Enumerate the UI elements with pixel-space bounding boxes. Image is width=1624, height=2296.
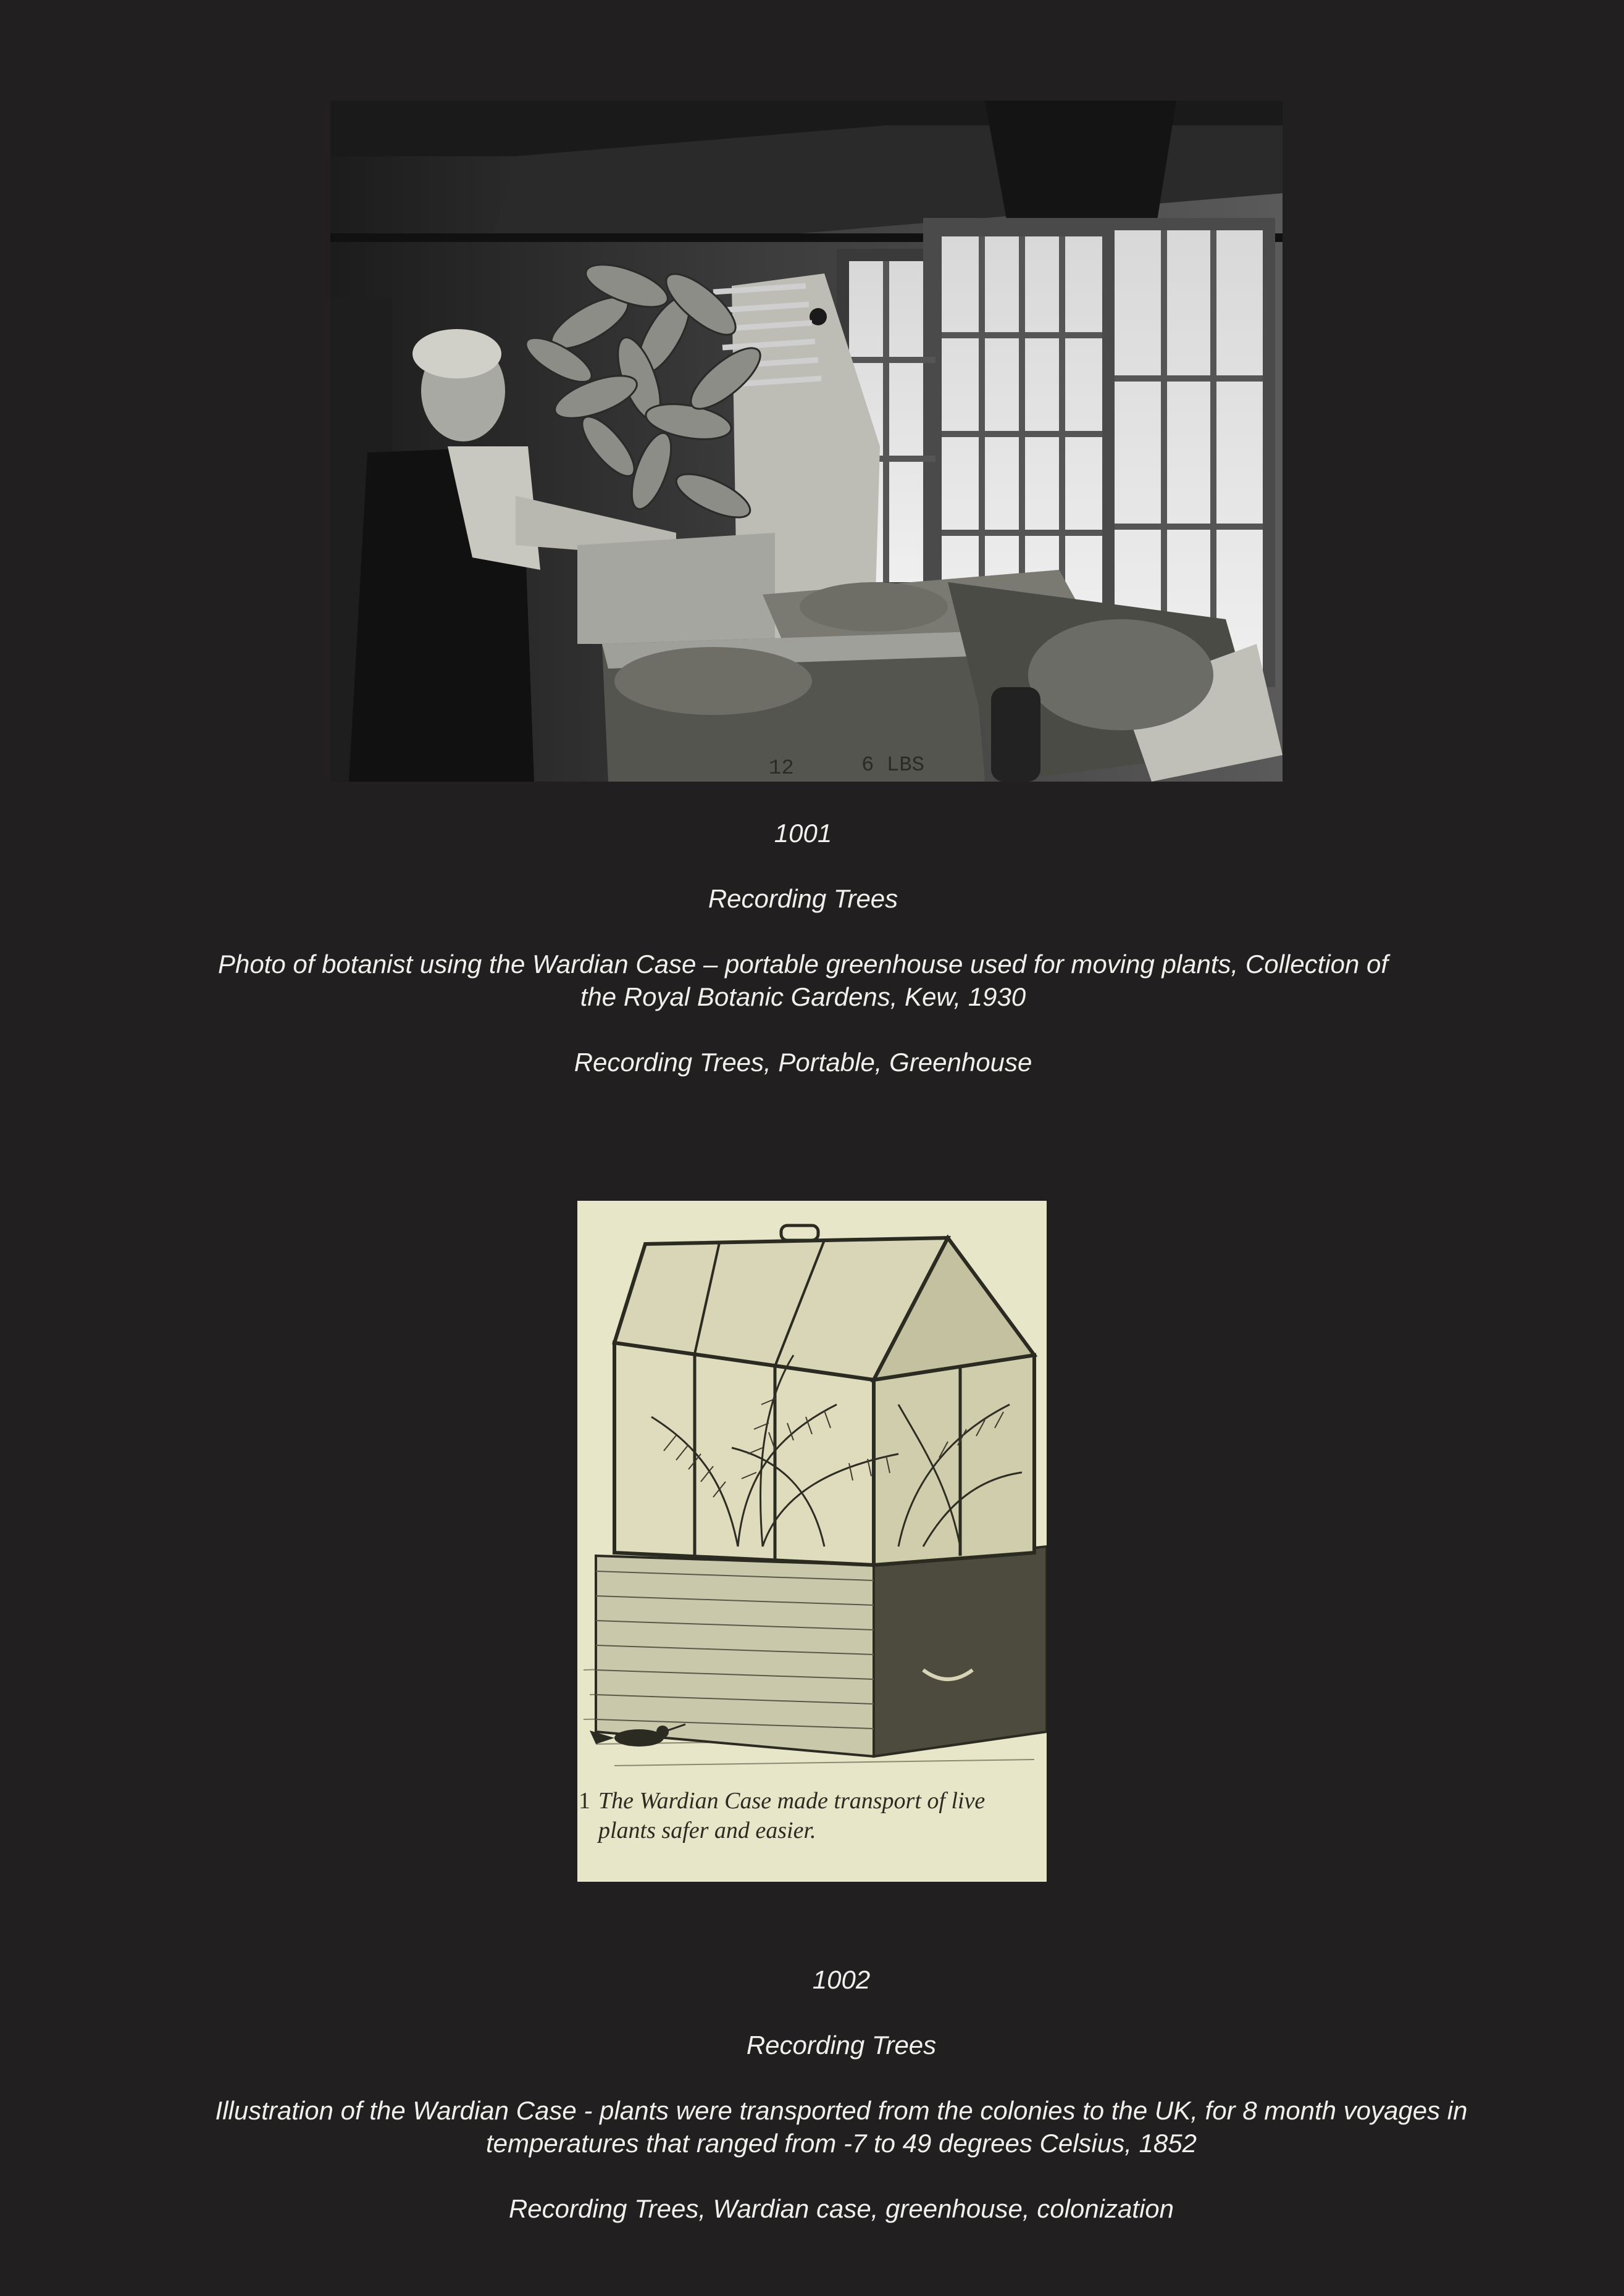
entry-1002-description-line-1: Illustration of the Wardian Case - plants were transported from the colonies to the UK, for 8 month voyages in bbox=[215, 2096, 1468, 2125]
entry-1002-description-line-2: temperatures that ranged from -7 to 49 degrees Celsius, 1852 bbox=[486, 2129, 1197, 2158]
entry-1001-title: Recording Trees bbox=[708, 884, 898, 913]
plate-caption-line-2: plants safer and easier. bbox=[598, 1818, 816, 1843]
entry-1001-tags: Recording Trees, Portable, Greenhouse bbox=[574, 1048, 1032, 1077]
entry-1002-tags: Recording Trees, Wardian case, greenhouse, colonization bbox=[508, 2194, 1174, 2223]
crate-marking-lbs: 6 LBS bbox=[861, 754, 925, 777]
crate-marking-12: 12 bbox=[769, 757, 794, 780]
plate-number: 1 bbox=[579, 1788, 590, 1814]
entry-1001-description-line-2: the Royal Botanic Gardens, Kew, 1930 bbox=[580, 982, 1026, 1011]
entry-1002-title: Recording Trees bbox=[746, 2031, 937, 2060]
entry-1002-number: 1002 bbox=[812, 1965, 871, 1994]
illustration-plate-caption bbox=[577, 1786, 1047, 1845]
entry-1001-description-line-1: Photo of botanist using the Wardian Case – portable greenhouse used for moving plants, Collection of bbox=[217, 950, 1389, 979]
plate-caption-line-1: The Wardian Case made transport of live bbox=[598, 1788, 986, 1814]
wardian-case-illustration bbox=[577, 1201, 1047, 1882]
entry-1001-number: 1001 bbox=[774, 819, 832, 848]
wardian-case-photo bbox=[330, 101, 1283, 782]
